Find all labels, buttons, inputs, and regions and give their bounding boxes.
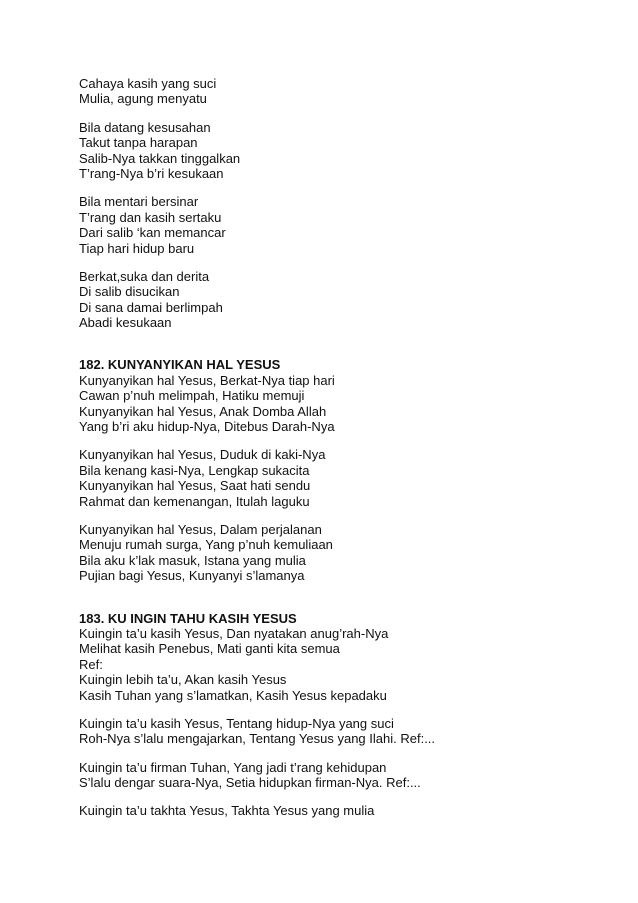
stanza [79, 760, 619, 791]
stanza [79, 803, 619, 818]
lyric-line: Roh-Nya s’lalu mengajarkan, Tentang Yesus yang Ilahi. Ref:... [79, 731, 436, 747]
lyric-line: Kunyanyikan hal Yesus, Anak Domba Allah [79, 403, 327, 419]
lyric-line: Kuingin ta’u kasih Yesus, Dan nyatakan anug’rah-Nya [79, 625, 389, 641]
lyric-line: Kunyanyikan hal Yesus, Dalam perjalanan [79, 521, 322, 537]
lyric-line: Bila aku k’lak masuk, Istana yang mulia [79, 552, 306, 568]
lyric-line: Kuingin ta’u kasih Yesus, Tentang hidup-Nya yang suci [79, 715, 394, 731]
stanza [79, 76, 619, 107]
lyric-line: Cawan p’nuh melimpah, Hatiku memuji [79, 388, 305, 404]
lyric-line: Bila kenang kasi-Nya, Lengkap sukacita [79, 462, 310, 478]
lyric-line: Takut tanpa harapan [79, 135, 198, 151]
stanza [79, 120, 619, 182]
lyric-line: Kuingin ta’u takhta Yesus, Takhta Yesus yang mulia [79, 803, 375, 819]
lyric-line: Dari salib ‘kan memancar [79, 225, 226, 241]
stanza [79, 522, 619, 584]
lyric-line: Di sana damai berlimpah [79, 299, 223, 315]
stanza [79, 373, 619, 435]
lyric-line: T’rang dan kasih sertaku [79, 209, 222, 225]
lyric-line: Kunyanyikan hal Yesus, Berkat-Nya tiap hari [79, 372, 335, 388]
lyric-line: Pujian bagi Yesus, Kunyanyi s’lamanya [79, 568, 305, 584]
lyric-line: Cahaya kasih yang suci [79, 76, 217, 91]
lyric-line: Salib-Nya takkan tinggalkan [79, 150, 241, 166]
lyric-line: S’lalu dengar suara-Nya, Setia hidupkan firman-Nya. Ref:... [79, 775, 421, 791]
lyric-line: T’rang-Nya b’ri kesukaan [79, 165, 224, 181]
lyric-line: Kunyanyikan hal Yesus, Saat hati sendu [79, 478, 311, 494]
lyric-line: Yang b’ri aku hidup-Nya, Ditebus Darah-Nya [79, 419, 335, 435]
lyric-line: Kunyanyikan hal Yesus, Duduk di kaki-Nya [79, 447, 326, 463]
stanza [79, 269, 619, 331]
lyric-line: Mulia, agung menyatu [79, 91, 207, 107]
stanza [79, 716, 619, 747]
lyric-line: Menuju rumah surga, Yang p’nuh kemuliaan [79, 537, 333, 553]
lyric-line: Berkat,suka dan derita [79, 268, 210, 284]
lyric-line: Melihat kasih Penebus, Mati ganti kita semua [79, 641, 340, 657]
lyric-line: Abadi kesukaan [79, 315, 172, 331]
stanza [79, 626, 619, 703]
song-title: 183. KU INGIN TAHU KASIH YESUS [79, 610, 297, 626]
lyric-line: Kuingin ta’u firman Tuhan, Yang jadi t’rang kehidupan [79, 759, 387, 775]
lyric-line: Di salib disucikan [79, 284, 180, 300]
song-title: 182. KUNYANYIKAN HAL YESUS [79, 357, 281, 373]
lyric-line: Tiap hari hidup baru [79, 240, 195, 256]
stanza [79, 194, 619, 256]
stanza [79, 447, 619, 509]
lyric-line: Kasih Tuhan yang s’lamatkan, Kasih Yesus kepadaku [79, 687, 387, 703]
lyric-line: Bila mentari bersinar [79, 194, 199, 210]
refrain-label: Ref: [79, 656, 103, 672]
document-page [79, 76, 619, 819]
lyric-line: Bila datang kesusahan [79, 119, 211, 135]
lyric-line: Rahmat dan kemenangan, Itulah laguku [79, 493, 310, 509]
lyric-line: Kuingin lebih ta’u, Akan kasih Yesus [79, 672, 287, 688]
